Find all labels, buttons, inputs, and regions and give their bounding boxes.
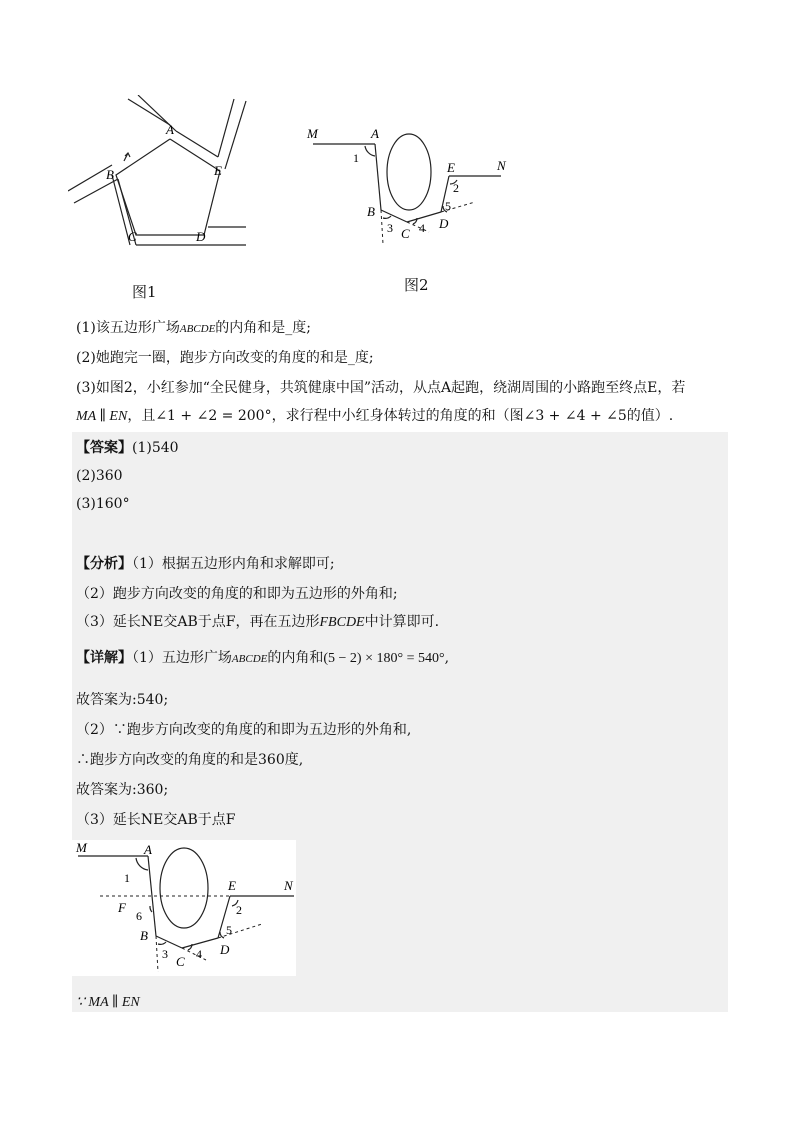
- angle-5-label: 5: [445, 199, 451, 213]
- label-A: A: [144, 842, 152, 857]
- detail-line-1: 【详解】（1）五边形广场ABCDE的内角和(5 − 2) × 180° = 540°,: [76, 650, 450, 666]
- label-B: B: [106, 167, 114, 182]
- analysis-line-1: 【分析】（1）根据五边形内角和求解即可;: [76, 556, 335, 572]
- question-1: (1)该五边形广场ABCDE的内角和是_度;: [76, 320, 312, 336]
- detail-line-2: 故答案为:540;: [76, 692, 169, 708]
- label-B: B: [367, 204, 375, 219]
- label-M: M: [307, 126, 318, 141]
- angle-5-label: 5: [226, 923, 232, 937]
- question-3-line-2: MA ∥ EN，且∠1 + ∠2 = 200°，求行程中小红身体转过的角度的和（图∠3 + ∠4 + ∠5的值）.: [76, 408, 674, 424]
- figure-1-pentagon-diagram: [68, 95, 248, 255]
- angle-1-label: 1: [353, 151, 359, 165]
- detail-line-7: ∵ MA ∥ EN: [76, 995, 140, 1010]
- angle-2-label: 2: [236, 903, 242, 917]
- angle-4-label: 4: [419, 221, 425, 235]
- label-D: D: [196, 229, 206, 244]
- label-D: D: [220, 942, 230, 957]
- label-A: A: [371, 126, 379, 141]
- answer-line-3: (3)160°: [76, 496, 130, 512]
- answer-line-1: 【答案】(1)540: [76, 440, 179, 456]
- label-A: A: [166, 122, 174, 137]
- label-C: C: [176, 954, 185, 969]
- figure-3-extended-line-diagram: [72, 840, 296, 976]
- label-N: N: [497, 158, 506, 173]
- label-N: N: [284, 878, 293, 893]
- question-2: (2)她跑完一圈，跑步方向改变的角度的和是_度;: [76, 350, 374, 366]
- figure-2-caption: 图2: [404, 276, 429, 294]
- label-E: E: [228, 878, 236, 893]
- detail-line-6: （3）延长NE交AB于点F: [76, 812, 236, 828]
- angle-6-label: 6: [136, 909, 142, 923]
- label-D: D: [439, 216, 449, 231]
- analysis-line-3: （3）延长NE交AB于点F，再在五边形FBCDE中计算即可.: [76, 614, 440, 630]
- label-M: M: [76, 840, 87, 855]
- figure-1-caption: 图1: [132, 283, 157, 301]
- label-F: F: [118, 900, 126, 915]
- angle-1-label: 1: [124, 871, 130, 885]
- label-C: C: [128, 229, 137, 244]
- answer-line-2: (2)360: [76, 468, 123, 484]
- label-E: E: [447, 160, 455, 175]
- question-3-line-1: (3)如图2，小红参加“全民健身，共筑健康中国”活动，从点A起跑，绕湖周围的小路跑至终点E，若: [76, 380, 686, 396]
- angle-3-label: 3: [387, 221, 393, 235]
- label-E: E: [214, 163, 222, 178]
- detail-line-5: 故答案为:360;: [76, 782, 169, 798]
- angle-2-label: 2: [453, 181, 459, 195]
- label-B: B: [140, 928, 148, 943]
- detail-line-3: （2）∵跑步方向改变的角度的和即为五边形的外角和,: [76, 722, 412, 738]
- label-C: C: [401, 226, 410, 241]
- figure-2-lake-path-diagram: [305, 120, 525, 250]
- analysis-line-2: （2）跑步方向改变的角度的和即为五边形的外角和;: [76, 586, 398, 602]
- angle-4-label: 4: [196, 947, 202, 961]
- detail-line-4: ∴跑步方向改变的角度的和是360度,: [76, 752, 304, 768]
- angle-3-label: 3: [162, 947, 168, 961]
